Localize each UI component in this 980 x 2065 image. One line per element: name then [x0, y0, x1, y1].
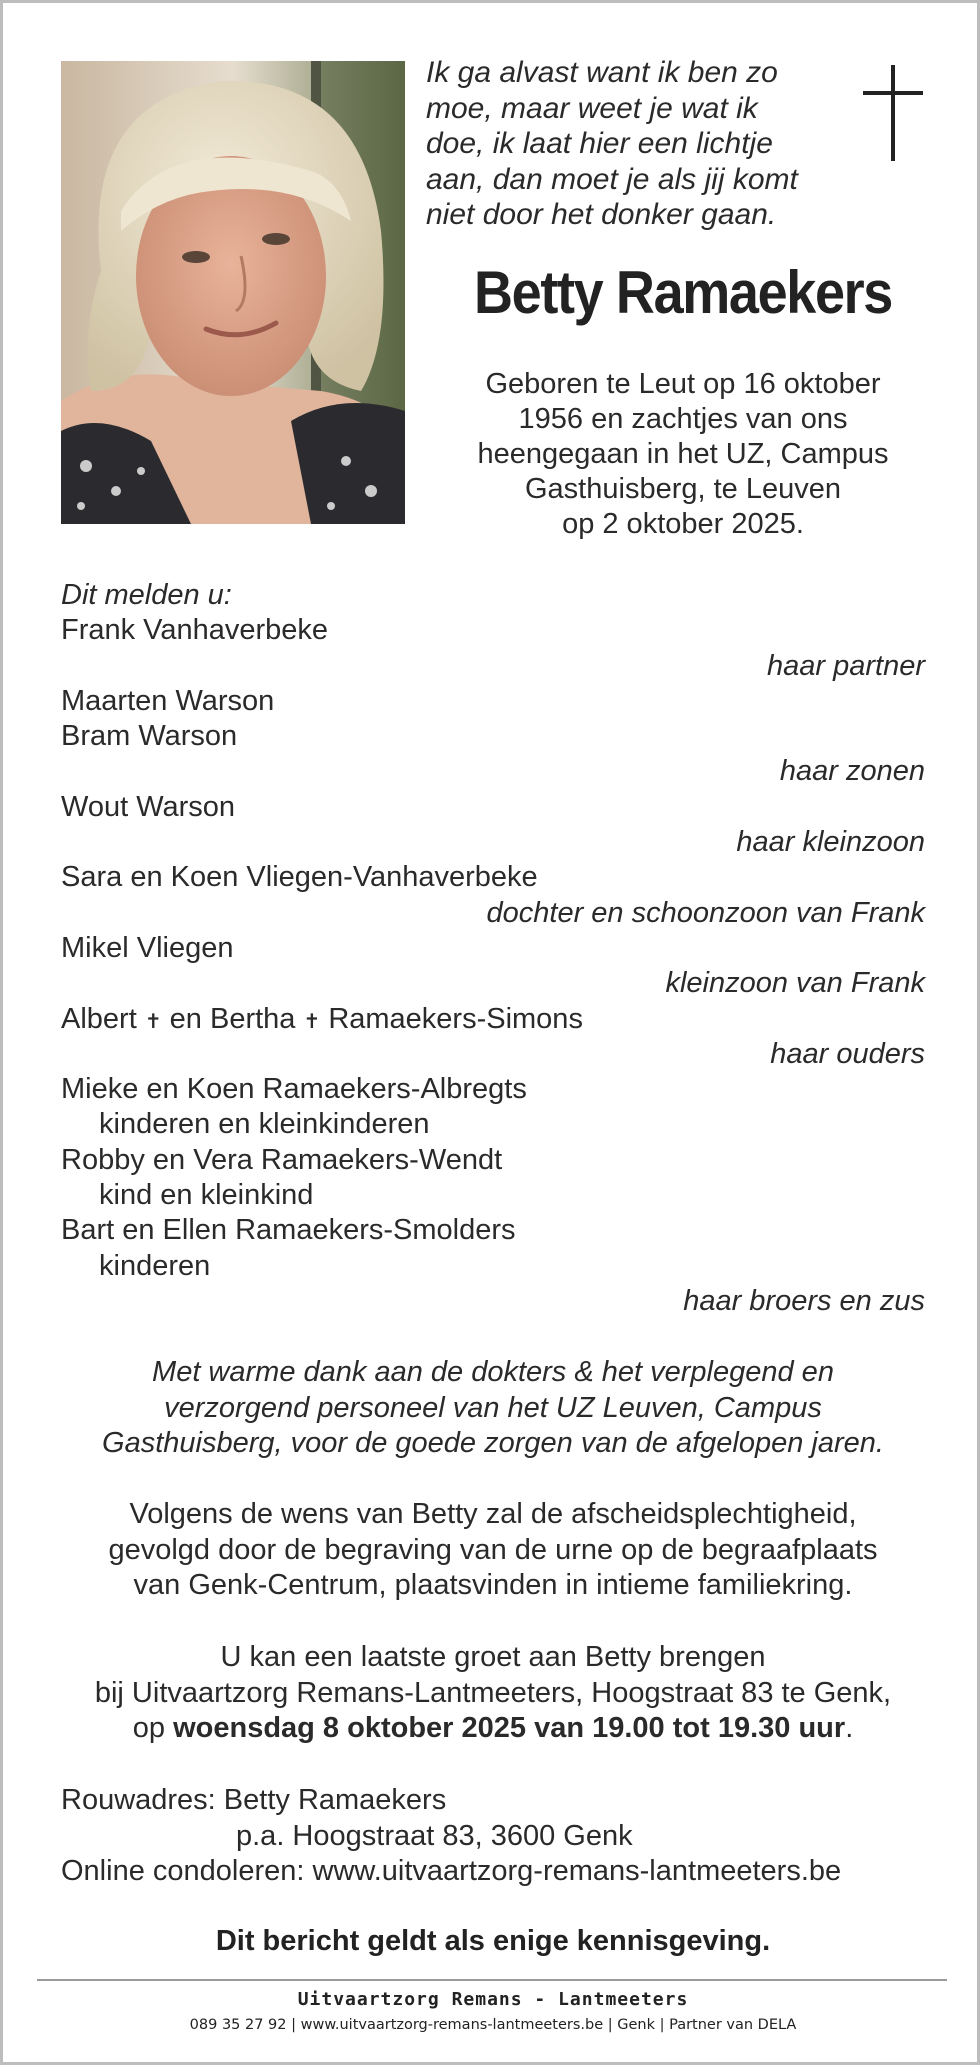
announcer-sub: kinderen: [99, 1249, 211, 1282]
poem-line: aan, dan moet je als jij komt: [426, 162, 798, 196]
relation-label: haar kleinzoon: [736, 826, 925, 859]
announcer-sub: kinderen en kleinkinderen: [99, 1108, 430, 1141]
relation-label: kleinzoon van Frank: [665, 967, 925, 1000]
cross-icon: [863, 65, 923, 166]
thanks-paragraph: [43, 1355, 943, 1462]
deceased-name: Betty Ramaekers: [473, 259, 892, 326]
relation-label: haar zonen: [779, 755, 925, 788]
parent-name: en Bertha: [169, 1002, 296, 1035]
thanks-line: Gasthuisberg, voor de goede zorgen van de afgelopen jaren.: [102, 1427, 884, 1459]
rouwadres-address: p.a. Hoogstraat 83, 3600 Genk: [236, 1819, 633, 1852]
footer-info: 089 35 27 92 | www.uitvaartzorg-remans-lantmeeters.be | Genk | Partner van DELA: [189, 2017, 797, 2033]
visit-line: U kan een laatste groet aan Betty brengen: [220, 1641, 766, 1673]
announcer-name-parents: [61, 1002, 925, 1037]
birth-death-info: [423, 367, 943, 542]
visit-datetime: woensdag 8 oktober 2025 van 19.00 tot 19.30 uur: [173, 1712, 846, 1744]
visit-prefix: op: [132, 1712, 174, 1744]
ceremony-paragraph: [43, 1497, 943, 1604]
poem-line: niet door het donker gaan.: [426, 198, 777, 231]
notice: Dit bericht geldt als enige kennisgeving.: [215, 1925, 771, 1957]
thanks-line: verzorgend personeel van het UZ Leuven, Campus: [164, 1391, 822, 1424]
announcer-name: Maarten Warson: [61, 684, 275, 717]
relation-label: haar ouders: [770, 1037, 925, 1070]
parent-name: Albert: [61, 1002, 137, 1035]
birth-line: Gasthuisberg, te Leuven: [525, 473, 841, 505]
announcer-name: Wout Warson: [61, 790, 236, 823]
poem: [426, 55, 826, 233]
announcer-intro: Dit melden u:: [61, 579, 232, 611]
announcer-name: Frank Vanhaverbeke: [61, 614, 329, 647]
visit-paragraph: [43, 1640, 943, 1747]
poem-line: doe, ik laat hier een lichtje: [426, 127, 773, 160]
birth-line: Geboren te Leut op 16 oktober: [485, 368, 881, 400]
announcer-name: Bart en Ellen Ramaekers-Smolders: [61, 1214, 516, 1247]
ceremony-line: Volgens de wens van Betty zal de afscheidsplechtigheid,: [129, 1498, 857, 1530]
announcer-name: Mikel Vliegen: [61, 931, 234, 964]
announcer-name: Bram Warson: [61, 720, 238, 753]
birth-line: 1956 en zachtjes van ons: [518, 403, 848, 435]
ceremony-line: van Genk-Centrum, plaatsvinden in intieme familiekring.: [133, 1569, 853, 1601]
poem-line: Ik ga alvast want ik ben zo: [426, 56, 778, 89]
deceased-cross-icon: ✝: [303, 1010, 321, 1033]
announcer-name: Mieke en Koen Ramaekers-Albregts: [61, 1073, 527, 1106]
poem-line: moe, maar weet je wat ik: [426, 91, 758, 125]
announcer-name: Robby en Vera Ramaekers-Wendt: [61, 1143, 503, 1176]
rouwadres: Rouwadres: Betty Ramaekers: [61, 1784, 447, 1816]
announcer-name: Sara en Koen Vliegen-Vanhaverbeke: [61, 861, 538, 894]
visit-suffix: .: [845, 1712, 854, 1744]
ceremony-line: gevolgd door de begraving van de urne op de begraafplaats: [108, 1533, 878, 1566]
footer-company: Uitvaartzorg Remans - Lantmeeters: [297, 1989, 689, 2010]
announcer-sub: kind en kleinkind: [99, 1179, 314, 1212]
birth-line: op 2 oktober 2025.: [562, 508, 804, 540]
parents-surname: Ramaekers-Simons: [328, 1002, 583, 1035]
portrait-photo: [61, 61, 405, 524]
online-condolence-link[interactable]: Online condoleren: www.uitvaartzorg-remans-lantmeeters.be: [61, 1855, 842, 1887]
relation-label: haar partner: [767, 649, 925, 682]
relation-label: dochter en schoonzoon van Frank: [486, 896, 925, 929]
divider: [37, 1979, 947, 1981]
thanks-line: Met warme dank aan de dokters & het verplegend en: [152, 1356, 834, 1388]
announcer-list: [61, 578, 925, 1319]
relation-label: haar broers en zus: [683, 1284, 925, 1317]
visit-line: [43, 1711, 943, 1747]
deceased-cross-icon: ✝: [144, 1010, 162, 1033]
birth-line: heengegaan in het UZ, Campus: [477, 438, 889, 470]
visit-line: bij Uitvaartzorg Remans-Lantmeeters, Hoogstraat 83 te Genk,: [94, 1676, 892, 1709]
contact-block: [61, 1783, 941, 1890]
